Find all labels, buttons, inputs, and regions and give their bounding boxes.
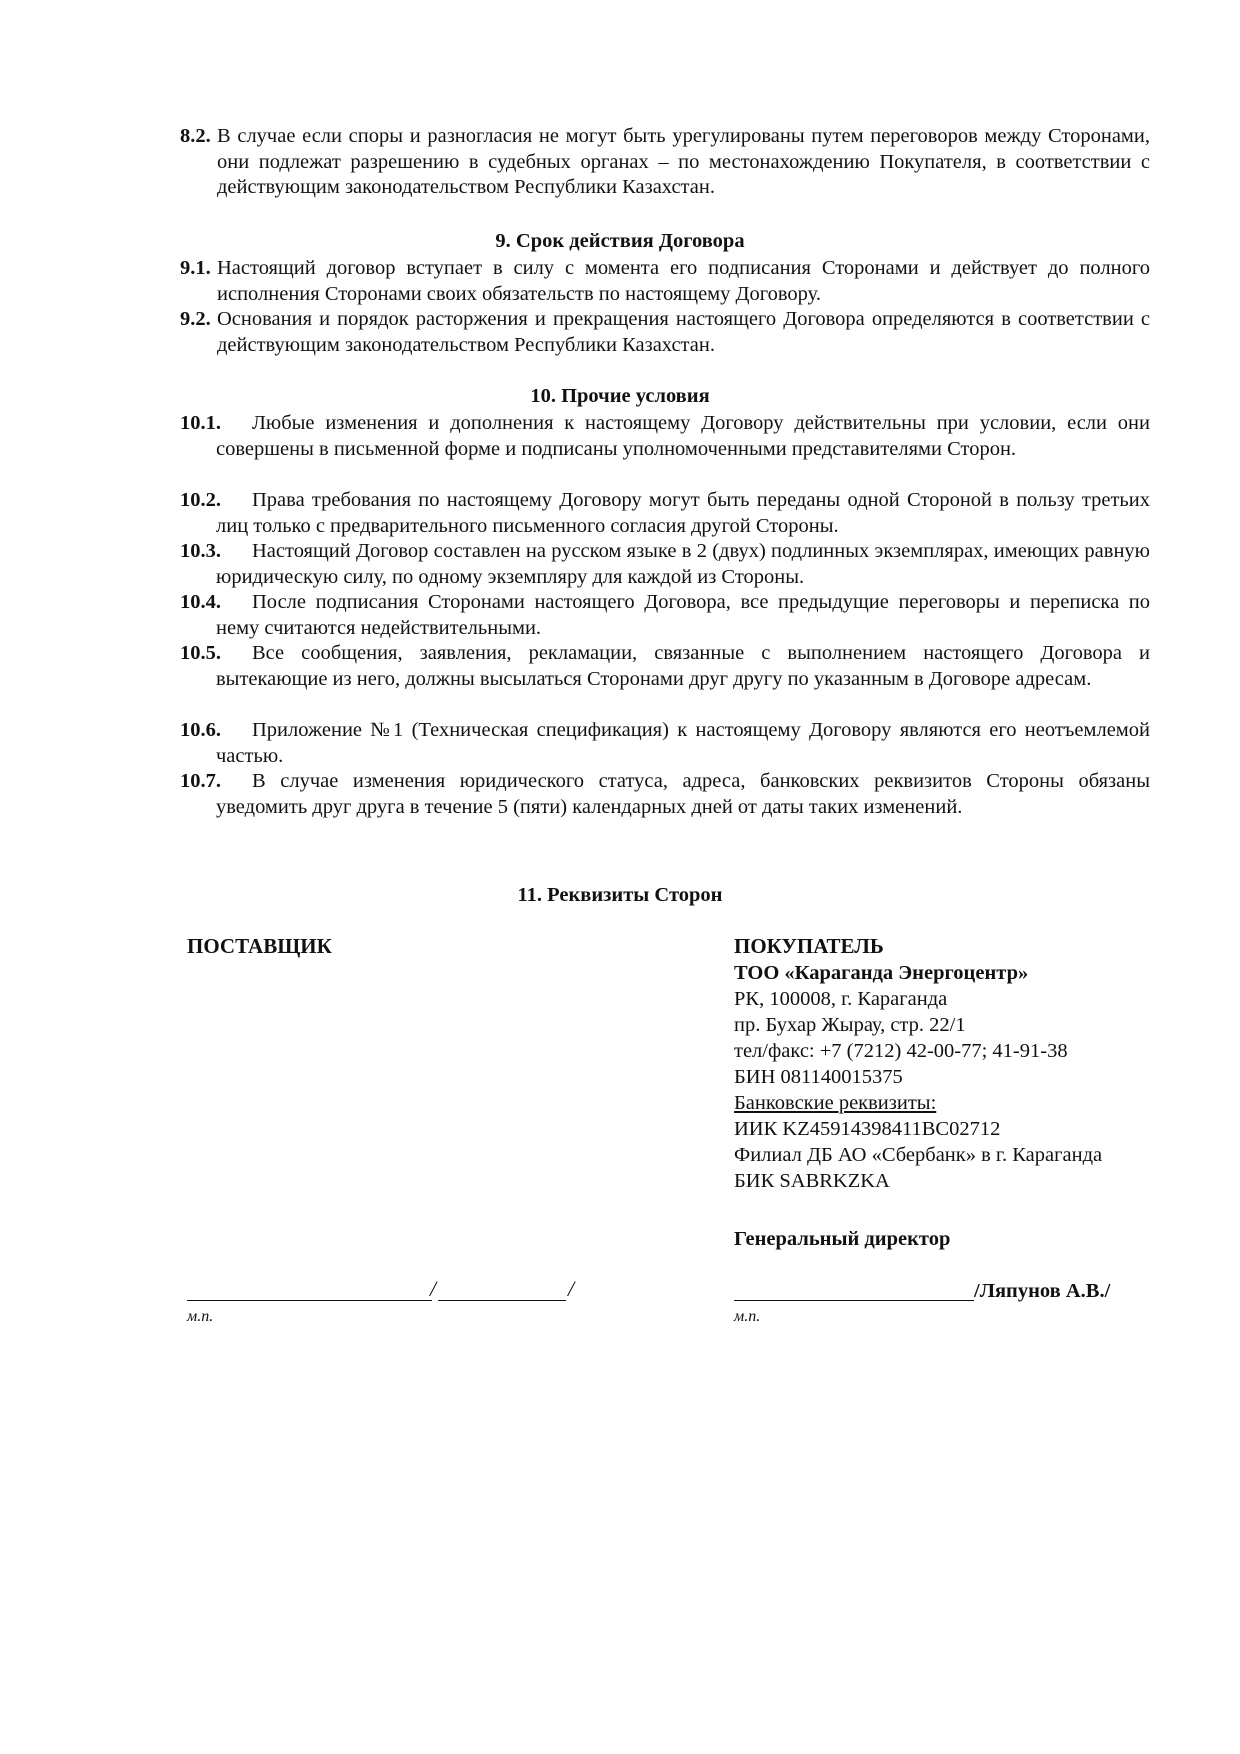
buyer-iik: ИИК KZ45914398411BC02712	[734, 1118, 1001, 1140]
clause-number: 8.2.	[180, 125, 211, 147]
buyer-address-line2: пр. Бухар Жырау, стр. 22/1	[734, 1014, 966, 1036]
clause-number: 10.5.	[180, 642, 221, 664]
clause-text: Все сообщения, заявления, рекламации, связанные с выполнением настоящего Договора и вытекающие из него, должны высылаться Сторонами друг другу по указанным в Договоре адресам.	[216, 642, 1150, 690]
buyer-label: ПОКУПАТЕЛЬ	[734, 934, 884, 958]
clause-10-7	[180, 769, 1150, 820]
clause-10-3	[180, 539, 1150, 590]
clause-10-1	[180, 411, 1150, 462]
clause-number: 10.4.	[180, 591, 221, 613]
clause-number: 10.1.	[180, 412, 221, 434]
clause-text: В случае изменения юридического статуса, адреса, банковских реквизитов Стороны обязаны уведомить друг друга в течение 5 (пяти) календарных дней от даты таких изменений.	[216, 770, 1150, 818]
clause-text: В случае если споры и разногласия не могут быть урегулированы путем переговоров между Сторонами, они подлежат разрешению в судебных органах – по местонахождению Покупателя, в соответствии с действующим законодательством Республики Казахстан.	[217, 125, 1150, 198]
buyer-bank: Филиал ДБ АО «Сбербанк» в г. Караганда	[734, 1144, 1103, 1166]
clause-number: 10.2.	[180, 489, 221, 511]
clause-number: 9.1.	[180, 257, 211, 279]
clause-text: Права требования по настоящему Договору могут быть переданы одной Стороной в пользу третьих лиц только с предварительного письменного согласия другой Стороны.	[216, 489, 1150, 537]
clause-10-2	[180, 488, 1150, 539]
stamp-mark-buyer: м.п.	[734, 1308, 761, 1325]
clause-10-5	[180, 641, 1150, 692]
buyer-details	[734, 960, 1102, 1194]
clause-text: Любые изменения и дополнения к настоящему Договору действительны при условии, если они совершены в письменной форме и подписаны уполномоченными представителями Сторон.	[216, 412, 1150, 460]
supplier-label: ПОСТАВЩИК	[187, 934, 332, 958]
clause-10-4	[180, 590, 1150, 641]
supplier-name-line	[438, 1300, 566, 1301]
bank-details-label: Банковские реквизиты:	[734, 1092, 937, 1114]
signature-slash: /	[430, 1276, 437, 1301]
buyer-address-line1: РК, 100008, г. Караганда	[734, 988, 948, 1010]
buyer-bik: БИК SABRKZKA	[734, 1170, 890, 1192]
clause-text: После подписания Сторонами настоящего Договора, все предыдущие переговоры и переписка по нему считаются недействительными.	[216, 591, 1150, 639]
buyer-company: ТОО «Караганда Энергоцентр»	[734, 962, 1029, 984]
clause-number: 10.6.	[180, 719, 221, 741]
clause-number: 9.2.	[180, 308, 211, 330]
clause-text: Настоящий Договор составлен на русском языке в 2 (двух) подлинных экземплярах, имеющих равную юридическую силу, по одному экземпляру для каждой из Стороны.	[216, 540, 1150, 588]
section-9-title: 9. Срок действия Договора	[495, 230, 745, 252]
director-title: Генеральный директор	[734, 1228, 951, 1250]
supplier-signature-line	[187, 1300, 432, 1301]
clause-10-6	[180, 718, 1150, 769]
buyer-bin: БИН 081140015375	[734, 1066, 903, 1088]
signature-slash: /	[568, 1276, 575, 1301]
clause-number: 10.7.	[180, 770, 221, 792]
buyer-phone: тел/факс: +7 (7212) 42-00-77; 41-91-38	[734, 1040, 1068, 1062]
stamp-mark-supplier: м.п.	[187, 1308, 214, 1325]
buyer-signature-line	[734, 1300, 974, 1301]
section-11-title: 11. Реквизиты Сторон	[517, 884, 723, 906]
buyer-signatory: /Ляпунов А.В./	[974, 1280, 1111, 1302]
section-10-title: 10. Прочие условия	[530, 385, 710, 407]
clause-8-2	[180, 124, 1150, 201]
clause-number: 10.3.	[180, 540, 221, 562]
clause-text: Приложение №1 (Техническая спецификация) к настоящему Договору являются его неотъемлемой частью.	[216, 719, 1150, 767]
clause-text: Основания и порядок расторжения и прекращения настоящего Договора определяются в соответствии с действующим законодательством Республики Казахстан.	[217, 308, 1150, 356]
clause-text: Настоящий договор вступает в силу с момента его подписания Сторонами и действует до полного исполнения Сторонами своих обязательств по настоящему Договору.	[217, 257, 1150, 305]
clause-9-1	[180, 256, 1150, 307]
clause-9-2	[180, 307, 1150, 358]
